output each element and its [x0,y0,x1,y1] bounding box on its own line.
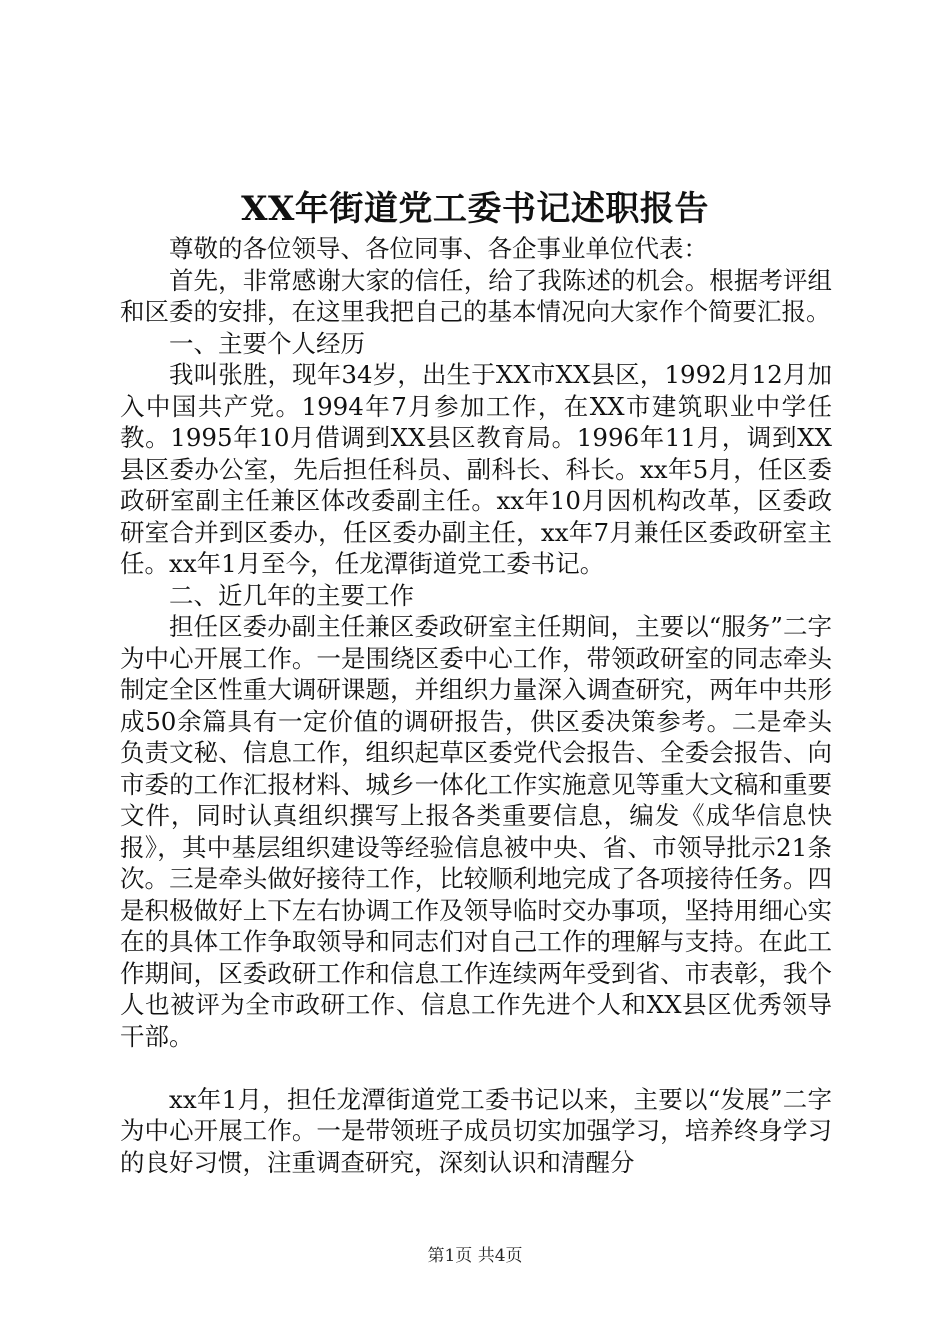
document-title: XX年街道党工委书记述职报告 [241,189,709,229]
salutation: 尊敬的各位领导、各位同事、各企事业单位代表： [169,234,708,263]
paragraph-work-office: 担任区委办副主任兼区委政研室主任期间，主要以“服务”二字为中心开展工作。一是围绕区委中心工作，带领政研室的同志牵头制定全区性重大调研课题，并组织力量深入调查研究，两年中共形成50余篇具有一定价值的调研报告，供区委决策参考。二是牵头负责文秘、信息工作，组织起草区委党代会报告、全委会报告、向市委的工作汇报材料、城乡一体化工作实施意见等重大文稿和重要文件，同时认真组织撰写上报各类重要信息，编发《成华信息快报》，其中基层组织建设等经验信息被中央、省、市领导批示21条次。三是牵头做好接待工作，比较顺利地完成了各项接待任务。四是积极做好上下左右协调工作及领导临时交办事项，坚持用细心实在的具体工作争取领导和同志们对自己工作的理解与支持。在此工作期间，区委政研工作和信息工作连续两年受到省、市表彰，我个人也被评为全市政研工作、信息工作先进个人和XX县区优秀领导干部。 [120,612,832,1051]
section-heading-work: 二、近几年的主要工作 [169,580,414,610]
paragraph-experience: 我叫张胜，现年34岁，出生于XX市XX县区，1992月12月加入中国共产党。1994年7月参加工作，在XX市建筑职业中学任教。1995年10月借调到XX县区教育局。1996年11月，调到XX县区委办公室，先后担任科员、副科长、科长。xx年5月，任区委政研室副主任兼区体改委副主任。xx年10月因机构改革，区委政研室合并到区委办，任区委办副主任，xx年7月兼任区委政研室主任。xx年1月至今，任龙潭街道党工委书记。 [120,360,832,578]
document-body [120,233,832,1178]
paragraph-intro: 首先，非常感谢大家的信任，给了我陈述的机会。根据考评组和区委的安排，在这里我把自己的基本情况向大家作个简要汇报。 [120,265,832,326]
page-number-footer: 第1页 共4页 [427,1246,523,1266]
section-heading-experience: 一、主要个人经历 [169,328,365,358]
paragraph-work-street: xx年1月，担任龙潭街道党工委书记以来，主要以“发展”二字为中心开展工作。一是带领班子成员切实加强学习，培养终身学习的良好习惯，注重调查研究，深刻认识和清醒分 [120,1084,832,1177]
